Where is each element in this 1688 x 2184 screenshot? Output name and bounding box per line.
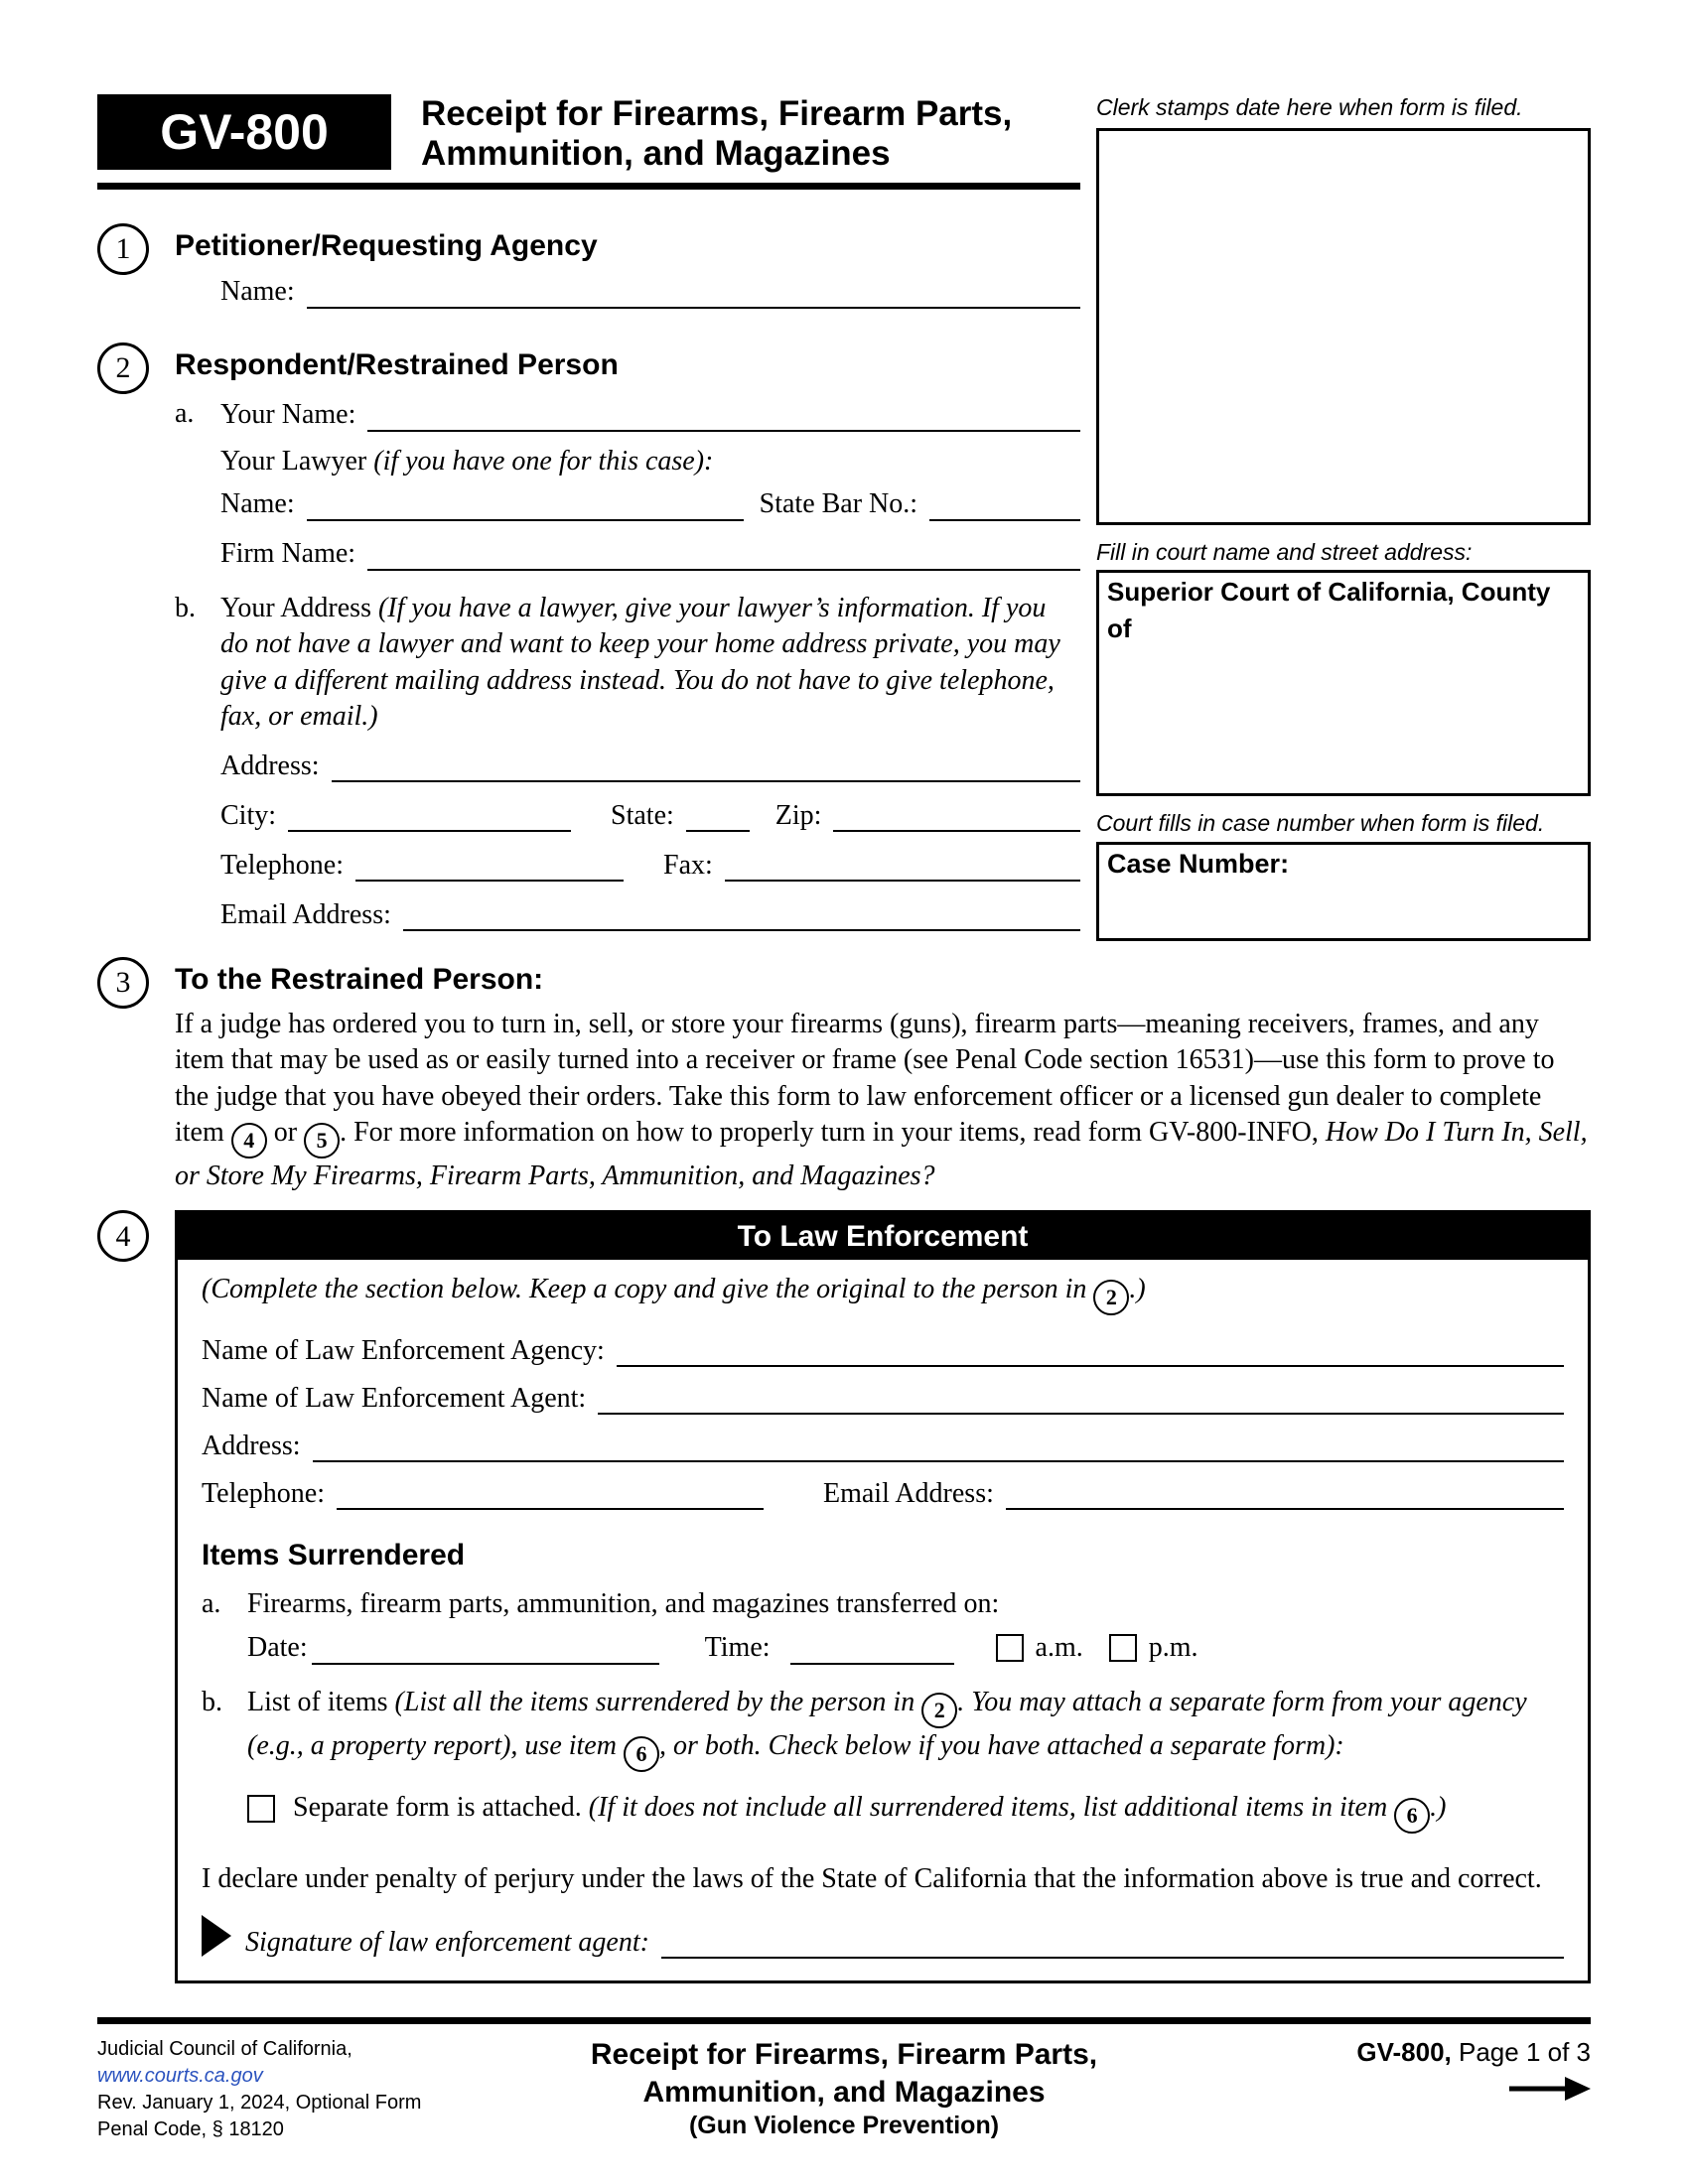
section-3-text-2: . For more information on how to properly turn in your items, read form GV-800-INFO, [340, 1116, 1319, 1148]
item-2-reference-circle-2: 2 [921, 1693, 957, 1728]
item-4a [202, 1586, 1564, 1664]
court-name-text: Superior Court of California, County of [1107, 577, 1551, 643]
your-name-input[interactable] [367, 396, 1080, 432]
your-lawyer-text [220, 444, 1080, 479]
section-3-or-text: or [273, 1116, 298, 1148]
section-1-gutter [97, 223, 175, 275]
law-enforcement-box [175, 1210, 1591, 1983]
transfer-date-text: Firearms, firearm parts, ammunition, and magazines transferred on: [247, 1588, 1000, 1620]
item-2-reference-circle: 2 [1093, 1280, 1129, 1315]
section-3-paragraph [175, 1007, 1591, 1195]
section-2-number: 2 [97, 342, 149, 394]
section-4-gutter [97, 1210, 175, 1262]
page-footer [97, 2036, 1591, 2143]
item-2b [175, 591, 1080, 932]
le-address-label: Address: [202, 1430, 301, 1461]
section-respondent [97, 342, 1080, 932]
item-6-reference-circle-2: 6 [1394, 1798, 1430, 1834]
form-title-line2: Ammunition, and Magazines [421, 134, 891, 174]
le-telephone-input[interactable] [337, 1474, 764, 1510]
firm-name-input[interactable] [367, 535, 1080, 571]
section-3-text-1: If a judge has ordered you to turn in, sell, or store your firearms (guns), firearm parts—meaning receivers, frames, and any item that may be used as or easily turned into a receiver or frame (see Penal Code section 16531)—use this form to prove to the judge that you have obeyed their orders. Take this form to law enforcement officer or a licensed gun dealer to complete item [175, 1008, 1555, 1148]
footer-penal-code-text: Penal Code, § 18120 [97, 2118, 284, 2141]
section-1-number: 1 [97, 223, 149, 275]
fax-label: Fax: [663, 849, 713, 881]
time-input[interactable] [790, 1629, 954, 1665]
section-law-enforcement [97, 1210, 1591, 1983]
top-area [97, 94, 1591, 941]
footer-page-number: Page 1 of 3 [1459, 2037, 1591, 2068]
item-4b [202, 1685, 1564, 1772]
am-checkbox[interactable] [996, 1634, 1024, 1662]
complete-section-note [202, 1272, 1564, 1315]
am-label: a.m. [1035, 1632, 1083, 1664]
telephone-input[interactable] [355, 846, 624, 882]
your-address-note: (If you have a lawyer, give your lawyer’s information. If you do not have a lawyer and want to keep your home address private, you may give a different mailing address instead. You do not have to give telephone, fax, or email.) [220, 592, 1060, 733]
item-4a-letter: a. [202, 1588, 221, 1620]
signature-input[interactable] [661, 1923, 1564, 1959]
petitioner-name-input[interactable] [307, 273, 1080, 309]
section-3-title: To the Restrained Person: [175, 962, 544, 996]
agent-name-label: Name of Law Enforcement Agent: [202, 1382, 587, 1414]
email-input[interactable] [403, 895, 1080, 931]
list-of-items-text [247, 1685, 1564, 1772]
court-address-note: Fill in court name and street address: [1096, 538, 1473, 565]
clerk-stamp-note: Clerk stamps date here when form is filed. [1096, 94, 1523, 120]
item-4b-letter: b. [202, 1686, 222, 1717]
left-column [97, 94, 1080, 931]
item-2a [175, 396, 1080, 571]
your-name-label: Your Name: [220, 398, 356, 430]
case-number-label: Case Number: [1107, 848, 1290, 879]
form-title-line1: Receipt for Firearms, Firearm Parts, [421, 94, 1013, 133]
footer-form-number: GV-800, [1356, 2037, 1452, 2068]
item-2a-letter: a. [175, 397, 195, 429]
footer-council-text: Judicial Council of California, [97, 2038, 352, 2061]
section-3-gutter [97, 957, 175, 1009]
telephone-label: Telephone: [220, 849, 344, 881]
section-1-title: Petitioner/Requesting Agency [175, 228, 598, 262]
lawyer-name-label: Name: [220, 488, 295, 520]
your-address-text [220, 591, 1080, 736]
footer-title-line1: Receipt for Firearms, Firearm Parts, [590, 2038, 1098, 2072]
your-address-label: Your Address [220, 592, 371, 623]
email-label: Email Address: [220, 898, 391, 930]
time-label: Time: [704, 1632, 771, 1664]
section-2-gutter [97, 342, 175, 394]
separate-form-note-2: .) [1430, 1791, 1447, 1823]
state-label: State: [611, 799, 674, 831]
footer-revision-text: Rev. January 1, 2024, Optional Form [97, 2092, 422, 2115]
complete-note-text-1: (Complete the section below. Keep a copy and give the original to the person in [202, 1274, 1087, 1305]
footer-left-block [97, 2036, 514, 2143]
le-telephone-label: Telephone: [202, 1477, 325, 1509]
footer-website-link[interactable]: www.courts.ca.gov [97, 2065, 263, 2088]
state-bar-input[interactable] [929, 485, 1080, 521]
fax-input[interactable] [725, 846, 1080, 882]
city-input[interactable] [288, 796, 571, 832]
signature-arrow-icon [202, 1915, 231, 1957]
section-2-title: Respondent/Restrained Person [175, 347, 619, 381]
le-address-input[interactable] [313, 1427, 1564, 1462]
case-number-box[interactable] [1096, 842, 1591, 941]
section-4-number: 4 [97, 1210, 149, 1262]
zip-input[interactable] [833, 796, 1080, 832]
lawyer-name-input[interactable] [307, 485, 744, 521]
agent-name-input[interactable] [598, 1379, 1564, 1415]
agency-name-label: Name of Law Enforcement Agency: [202, 1334, 605, 1366]
form-title [421, 94, 1012, 175]
next-page-arrow-icon [1507, 2074, 1591, 2104]
list-note-3: , or both. Check below if you have attached a separate form): [658, 1729, 1344, 1761]
separate-form-text [293, 1790, 1447, 1834]
your-lawyer-label: Your Lawyer [220, 445, 367, 477]
form-number-badge: GV-800 [97, 94, 391, 170]
list-of-items-label: List of items [247, 1686, 388, 1717]
list-note-2: . You may attach a separate form from your agency (e.g., a property report), use item [247, 1686, 1527, 1761]
court-name-box[interactable] [1096, 570, 1591, 796]
footer-subtitle: (Gun Violence Prevention) [688, 2112, 1000, 2140]
perjury-declaration-text: I declare under penalty of perjury under the laws of the State of California that the information above is true and correct. [202, 1862, 1542, 1894]
footer-council-line [97, 2036, 514, 2090]
state-bar-label: State Bar No.: [759, 488, 918, 520]
law-enforcement-header-bar: To Law Enforcement [178, 1213, 1588, 1260]
case-number-note: Court fills in case number when form is filed. [1096, 810, 1545, 837]
footer-title-block [514, 2036, 1174, 2141]
separate-form-note-1: (If it does not include all surrendered items, list additional items in item [588, 1791, 1388, 1823]
pm-checkbox[interactable] [1109, 1634, 1137, 1662]
footer-right-block [1174, 2036, 1591, 2113]
item-6-reference-circle: 6 [624, 1736, 659, 1772]
form-header [97, 94, 1080, 175]
petitioner-name-label: Name: [220, 275, 295, 307]
agency-name-input[interactable] [617, 1331, 1564, 1367]
separate-form-row [247, 1790, 1564, 1834]
clerk-stamp-box[interactable] [1096, 128, 1591, 525]
date-input[interactable] [312, 1629, 659, 1665]
gv800-info-title: How Do I Turn In, Sell, or Store My Firearms, Firearm Parts, Ammunition, and Magazines? [175, 1116, 1588, 1191]
date-label: Date: [247, 1632, 308, 1664]
section-restrained-person [97, 957, 1591, 1195]
footer-divider [97, 2017, 1591, 2024]
section-3-number: 3 [97, 957, 149, 1009]
state-input[interactable] [686, 796, 750, 832]
list-note-1: (List all the items surrendered by the person in [394, 1686, 915, 1717]
zip-label: Zip: [774, 799, 822, 831]
complete-note-text-2: .) [1129, 1274, 1146, 1305]
item-2b-letter: b. [175, 592, 196, 623]
footer-page-line [1174, 2036, 1591, 2070]
header-divider [97, 183, 1080, 190]
le-email-label: Email Address: [823, 1477, 994, 1509]
separate-form-label: Separate form is attached. [293, 1791, 582, 1823]
address-label: Address: [220, 750, 320, 781]
item-4-reference-circle: 4 [231, 1123, 267, 1159]
your-lawyer-note: (if you have one for this case): [373, 445, 714, 477]
item-5-reference-circle: 5 [304, 1123, 340, 1159]
address-input[interactable] [332, 747, 1080, 782]
signature-label: Signature of law enforcement agent: [245, 1926, 649, 1958]
footer-title-line2: Ammunition, and Magazines [642, 2075, 1046, 2109]
separate-form-checkbox[interactable] [247, 1795, 275, 1823]
pm-label: p.m. [1148, 1632, 1198, 1664]
le-email-input[interactable] [1006, 1474, 1564, 1510]
right-column [1096, 94, 1591, 941]
section-petitioner [97, 223, 1080, 309]
firm-name-label: Firm Name: [220, 538, 356, 570]
city-label: City: [220, 799, 277, 831]
items-surrendered-heading: Items Surrendered [202, 1539, 466, 1572]
